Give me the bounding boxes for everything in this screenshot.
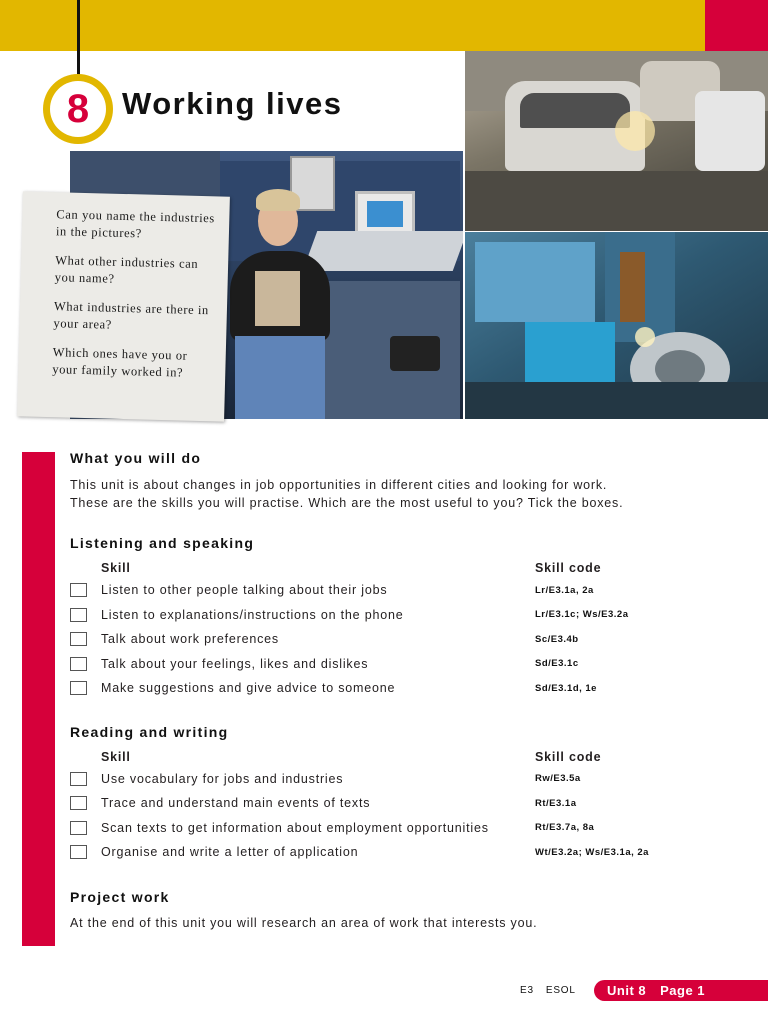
skill-code-column-header: Skill code: [535, 749, 602, 764]
skill-row: [70, 652, 750, 677]
note-question: What industries are there in your area?: [53, 299, 210, 332]
tick-box[interactable]: [70, 632, 87, 646]
tick-box[interactable]: [70, 821, 87, 835]
header-red-block: [705, 0, 768, 51]
skill-row: [70, 676, 750, 701]
tick-box[interactable]: [70, 681, 87, 695]
tick-box[interactable]: [70, 657, 87, 671]
skill-code: Rt/E3.1a: [535, 797, 577, 809]
unit-number: 8: [66, 87, 90, 131]
skill-code-column-header: Skill code: [535, 561, 602, 575]
skill-column-header: Skill: [101, 561, 131, 575]
skill-text: Make suggestions and give advice to someone: [101, 681, 396, 696]
skill-code: Sd/E3.1c: [535, 658, 579, 670]
skill-code: Rw/E3.5a: [535, 773, 581, 785]
header-divider-line: [77, 0, 80, 76]
intro-line: This unit is about changes in job opportunities in different cities and looking for work.: [70, 478, 608, 492]
note-question: What other industries can you name?: [54, 253, 199, 286]
footer-level: [520, 985, 588, 996]
skill-code: Wt/E3.2a; Ws/E3.1a, 2a: [535, 846, 649, 858]
footer-unit: Unit 8: [607, 983, 647, 998]
footer-level-code: E3: [520, 985, 534, 996]
skill-text: Scan texts to get information about employment opportunities: [101, 820, 489, 835]
content-side-bar: [22, 452, 55, 946]
skill-row: [70, 603, 750, 628]
skill-text: Listen to other people talking about their jobs: [101, 583, 388, 598]
intro-line: These are the skills you will practise. Which are the most useful to you? Tick the boxes.: [70, 496, 624, 510]
main-content: [70, 450, 750, 932]
note-question: Can you name the industries in the pictures?: [55, 207, 216, 241]
skill-row: [70, 816, 750, 841]
unit-number-badge: [43, 74, 113, 144]
listening-skills-list: [70, 578, 750, 701]
section-heading-listening: Listening and speaking: [70, 535, 255, 551]
skill-text: Talk about your feelings, likes and dislikes: [101, 656, 369, 671]
skill-row: [70, 767, 750, 792]
tick-box[interactable]: [70, 608, 87, 622]
tick-box[interactable]: [70, 772, 87, 786]
skill-row: [70, 840, 750, 865]
skill-code: Sc/E3.4b: [535, 633, 579, 645]
skill-text: Organise and write a letter of application: [101, 845, 359, 860]
skill-code: Rt/E3.7a, 8a: [535, 822, 595, 834]
skill-text: Talk about work preferences: [101, 632, 279, 647]
footer-page: Page 1: [660, 983, 706, 998]
header-yellow-band: [0, 0, 705, 51]
footer-subject: ESOL: [545, 985, 576, 996]
discussion-note-card: [17, 191, 230, 421]
footer-unit-page-badge: [594, 980, 768, 1001]
tick-box[interactable]: [70, 796, 87, 810]
tick-box[interactable]: [70, 583, 87, 597]
skill-row: [70, 627, 750, 652]
tick-box[interactable]: [70, 845, 87, 859]
skill-row: [70, 578, 750, 603]
section-heading-what-you-will-do: What you will do: [70, 450, 202, 466]
section-heading-reading: Reading and writing: [70, 723, 229, 740]
reading-skills-list: [70, 767, 750, 865]
section-heading-project: Project work: [70, 888, 170, 905]
note-question: Which ones have you or your family worked in?: [52, 345, 188, 380]
skill-code: Sd/E3.1d, 1e: [535, 682, 597, 694]
skill-text: Use vocabulary for jobs and industries: [101, 771, 344, 786]
photo-blue-machinery: [465, 232, 768, 419]
skill-code: Lr/E3.1c; Ws/E3.2a: [535, 609, 629, 621]
skills-table-header: [70, 750, 750, 764]
photo-car-factory: [465, 51, 768, 231]
page-title: Working lives: [122, 86, 343, 121]
skill-text: Listen to explanations/instructions on the phone: [101, 607, 404, 622]
skill-column-header: Skill: [101, 749, 131, 764]
skill-text: Trace and understand main events of texts: [101, 796, 371, 811]
skill-row: [70, 791, 750, 816]
skill-code: Lr/E3.1a, 2a: [535, 584, 594, 596]
skills-table-header: [70, 561, 750, 575]
project-text: At the end of this unit you will research an area of work that interests you.: [70, 915, 538, 930]
